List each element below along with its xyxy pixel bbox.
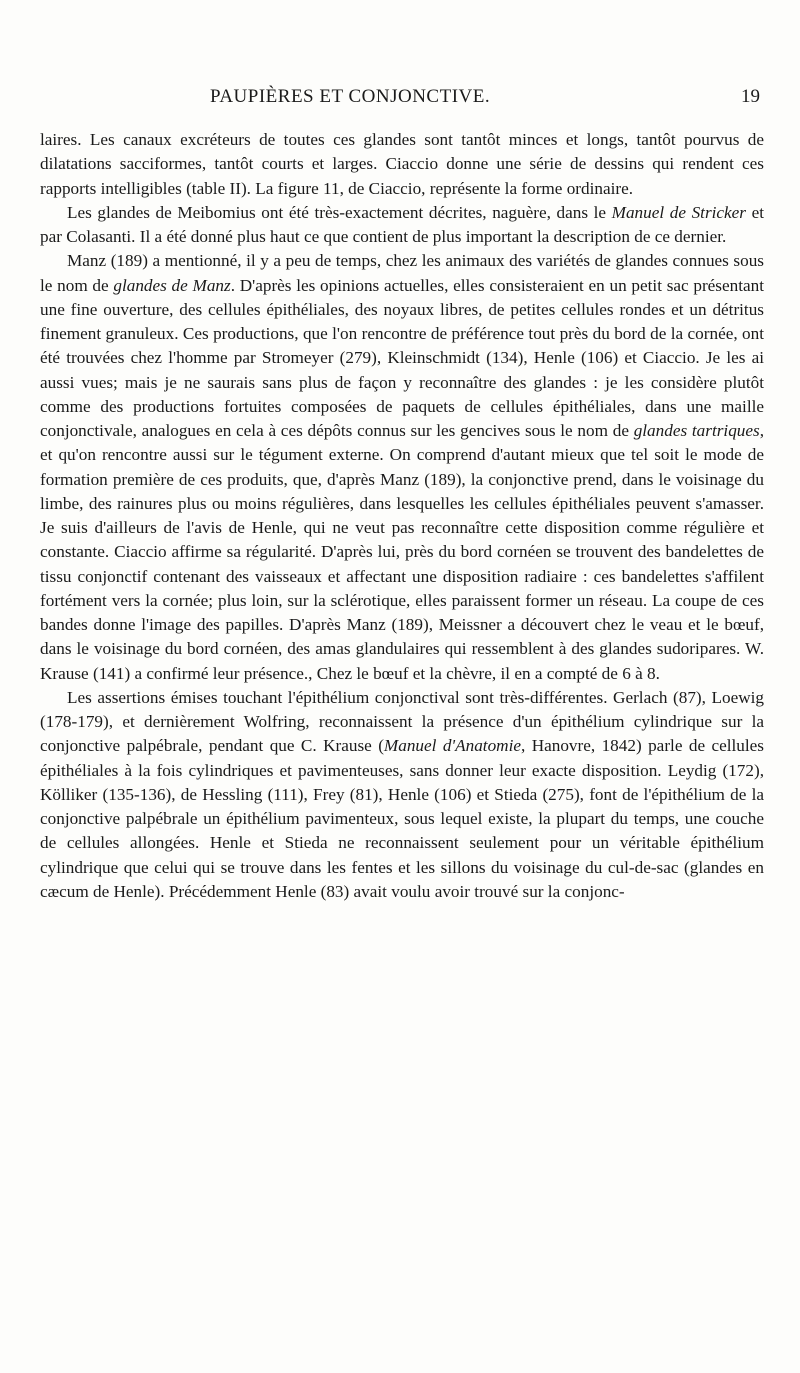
running-title: PAUPIÈRES ET CONJONCTIVE. (210, 86, 491, 107)
paragraph-3 (40, 249, 764, 686)
book-title: Manuel d'Anatomie (383, 736, 521, 756)
paragraph-4 (40, 686, 764, 904)
paragraph-text: . D'après les opinions actuelles, elles consisteraient en un petit sac présentant une fine ouverture, des cellules épithéliales, des noyaux libres, de petites cellules rondes et un détritus finement granuleux. Ces productions, que l'on rencontre de préférence tout près du bord de la cornée, ont été trouvées chez l'homme par Stromeyer (279), Kleinschmidt (134), Henle (106) et Ciaccio. Je les ai aussi vues; mais je ne saurais sans plus de façon y reconnaître des glandes : je les considère plutôt comme des productions fortuites composées de paquets de cellules épithéliales, dans une maille conjonctivale, analogues en cela à ces dépôts connus sur les gencives sous le nom de (40, 275, 764, 440)
page-number: 19 (741, 86, 760, 107)
paragraph-text: , et qu'on rencontre aussi sur le tégument externe. On comprend d'autant mieux que tel soit le mode de formation première de ces produits, que, d'après Manz (189), la conjonctive prend, dans le voisinage du limbe, des rainures plus ou moins régulières, dans lesquelles les cellules épithéliales peuvent s'amasser. Je suis d'ailleurs de l'avis de Henle, qui ne veut pas reconnaître cette disposition comme régulière et constante. Ciaccio affirme sa régularité. D'après lui, près du bord cornéen se trouvent des bandelettes de tissu conjonctif contenant des vaisseaux et affectant une disposition radiaire : ces bandelettes s'affilent fortément vers la cornée; plus loin, sur la sclérotique, elles paraissent former un réseau. La coupe de ces bandes donne l'image des papilles. D'après Manz (189), Meissner a découvert chez le veau et le bœuf, dans le voisinage du bord cornéen, des amas glandulaires qui ressemblent à des glandes sudoripares. W. Krause (141) a confirmé leur présence., Chez le bœuf et la chèvre, il en a compté de 6 à 8. (40, 421, 764, 683)
paragraph-text: laires. Les canaux excréteurs de toutes ces glandes sont tantôt minces et longs, tantôt pourvus de dilatations sacciformes, tantôt courts et larges. Ciaccio donne une série de dessins qui rendent ces rapports intelligibles (table II). La figure 11, de Ciaccio, représente la forme ordinaire. (40, 130, 764, 198)
paragraph-text: Les assertions émises touchant l'épithélium conjonctival sont très-différentes. Gerlach (87), Loewig (178-179), et dernièrement Wolfring, reconnaissent la présence d'un épithélium cylindrique sur la conjonctive palpébrale, pendant que C. Krause ( (40, 687, 764, 756)
running-header (110, 86, 760, 110)
paragraph-1 (40, 128, 764, 201)
book-title: Manuel de Stricker (611, 202, 746, 222)
paragraph-text: Les glandes de Meibomius ont été très-exactement décrites, naguère, dans le (67, 202, 612, 222)
paragraph-2 (40, 201, 764, 250)
paragraph-text: , Hanovre, 1842) parle de cellules épithéliales à la fois cylindriques et pavimenteuses, sans donner leur exacte disposition. Leydig (172), Kölliker (135-136), de Hessling (111), Frey (81), Henle (106) et Stieda (275), font de l'épithélium de la conjonctive palpébrale un épithélium pavimenteux, sous lequel existe, la plupart du temps, une couche de cellules allongées. Henle et Stieda ne reconnaissent seulement pour un véritable épithélium cylindrique que celui qui se trouve dans les fentes et les sillons du voisinage du cul-de-sac (glandes en cæcum de Henle). Précédemment Henle (83) avait voulu avoir trouvé sur la conjonc- (40, 736, 764, 901)
body-text (40, 128, 764, 904)
italic-term: glandes de Manz (113, 275, 231, 295)
paragraph-text: et par Colasanti. Il a été donné plus haut ce que contient de plus important la description de ce dernier. (40, 202, 765, 246)
paragraph-text: Manz (189) a mentionné, il y a peu de temps, chez les animaux des variétés de glandes connues sous le nom de (40, 251, 764, 295)
italic-term: glandes tartriques (633, 421, 760, 440)
